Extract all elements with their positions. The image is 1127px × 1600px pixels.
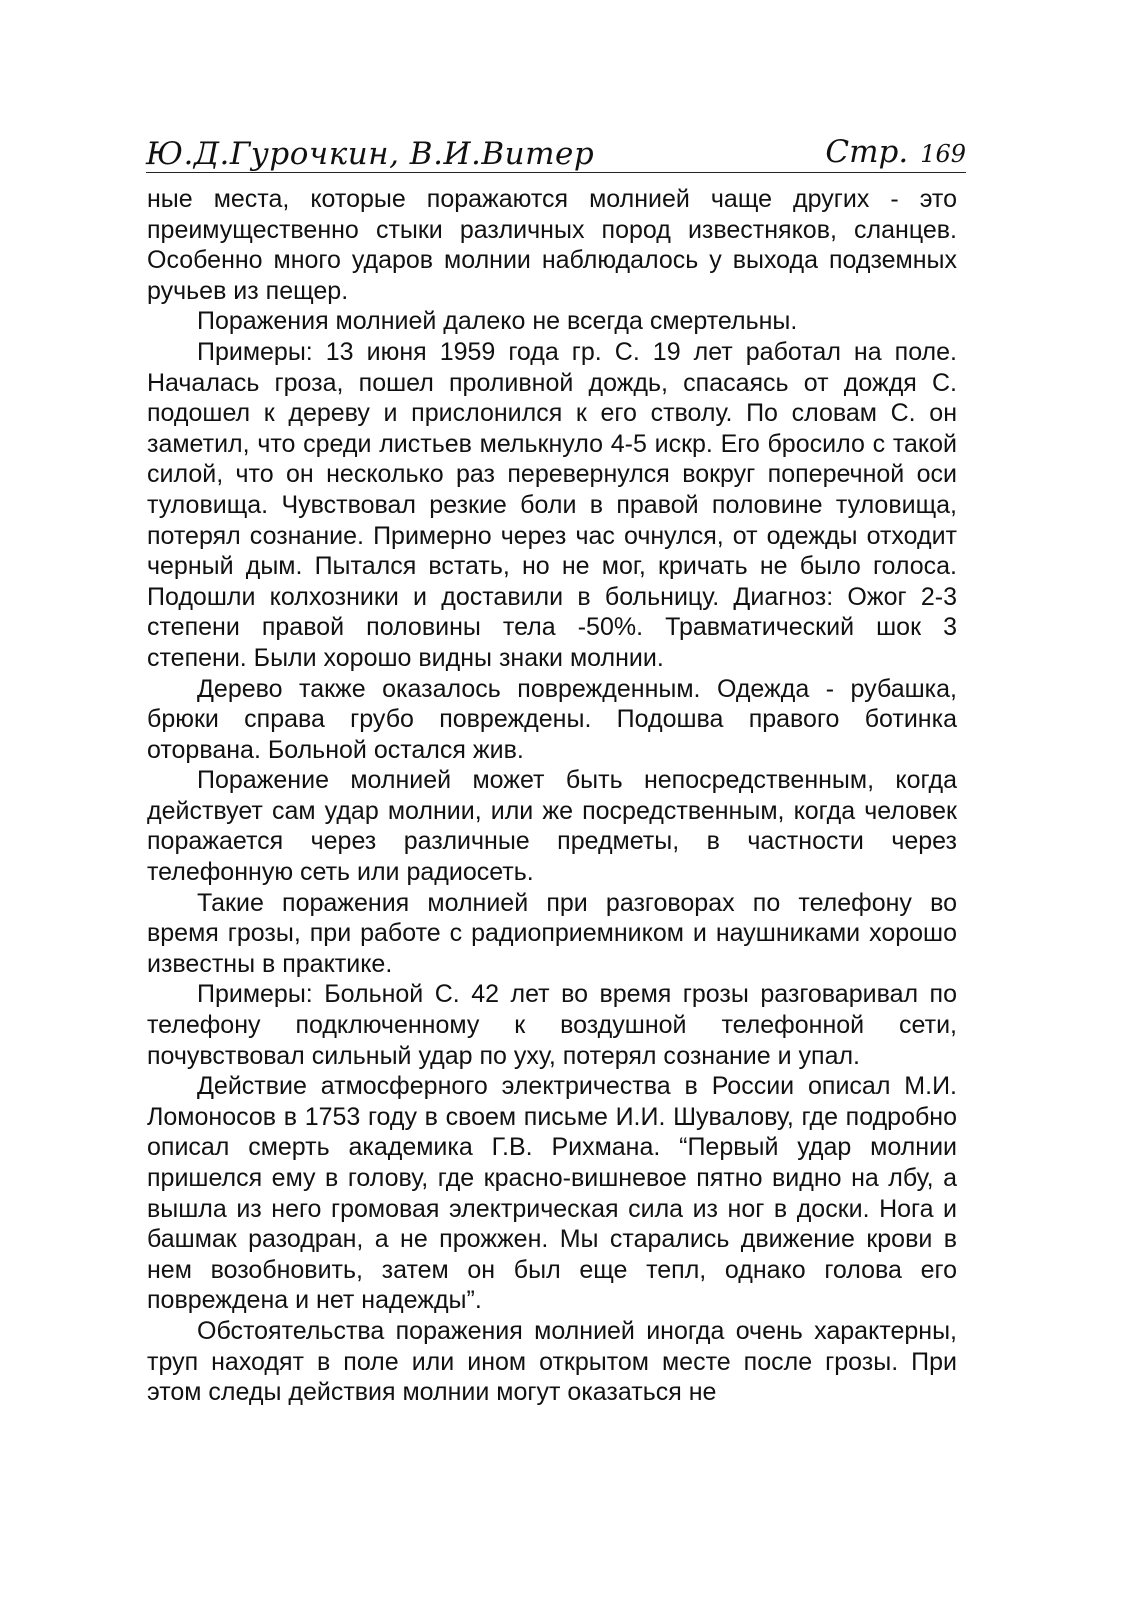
header-rule — [146, 172, 966, 173]
paragraph: Дерево также оказалось поврежденным. Одежда - рубашка, брюки справа грубо повреждены. Подошва правого ботинка оторвана. Больной остался жив. — [147, 674, 957, 764]
paragraph: Поражения молнией далеко не всегда смертельны. — [197, 307, 798, 336]
page-number: 169 — [920, 140, 966, 168]
paragraph: Такие поражения молнией при разговорах по телефону во время грозы, при работе с радиоприемником и наушниками хорошо известны в практике. — [147, 888, 957, 978]
paragraph: Поражение молнией может быть непосредственным, когда действует сам удар молнии, или же посредственным, когда человек поражается через различные предметы, в частности через телефонную сеть или радиосеть. — [147, 766, 957, 887]
body-text — [147, 184, 957, 1408]
paragraph: Примеры: 13 июня 1959 года гр. С. 19 лет работал на поле. Началась гроза, пошел проливной дождь, спасаясь от дождя С. подошел к дереву и прислонился к его стволу. По словам С. он заметил, что среди листьев мелькнуло 4-5 искр. Его бросило с такой силой, что он несколько раз перевернулся вокруг поперечной оси туловища. Чувствовал резкие боли в правой половине туловища, потерял сознание. Примерно через час очнулся, от одежды отходит черный дым. Пытался встать, но не мог, кричать не было голоса. Подошли колхозники и доставили в больницу. Диагноз: Ожог 2-3 степени правой половины тела -50%. Травматический шок 3 степени. Были хорошо видны знаки молнии. — [147, 337, 957, 672]
header-page-label: Стр. — [825, 134, 909, 170]
paragraph-continued: ные места, которые поражаются молнией чаще других - это преимущественно стыки различных пород известняков, сланцев. Особенно много ударов молнии наблюдалось у выхода подземных ручьев из пещер. — [147, 185, 957, 305]
header-authors: Ю.Д.Гурочкин, В.И.Витер — [146, 136, 595, 172]
paragraph: Примеры: Больной С. 42 лет во время грозы разговаривал по телефону подключенному к воздушной телефонной сети, почувствовал сильный удар по уху, потерял сознание и упал. — [147, 980, 957, 1070]
paragraph: Действие атмосферного электричества в России описал М.И. Ломоносов в 1753 году в своем письме И.И. Шувалову, где подробно описал смерть академика Г.В. Рихмана. “Первый удар молнии пришелся ему в голову, где красно-вишневое пятно видно на лбу, а вышла из него громовая электрическая сила из ног в доски. Нога и башмак разодран, а не прожжен. Мы старались движение крови в нем возобновить, затем он был еще тепл, однако голова его повреждена и нет надежды”. — [147, 1072, 957, 1315]
header-page-reference — [825, 132, 966, 174]
running-header — [146, 126, 966, 174]
paragraph: Обстоятельства поражения молнией иногда очень характерны, труп находят в поле или ином открытом месте после грозы. При этом следы действия молнии могут оказаться не — [147, 1316, 957, 1407]
